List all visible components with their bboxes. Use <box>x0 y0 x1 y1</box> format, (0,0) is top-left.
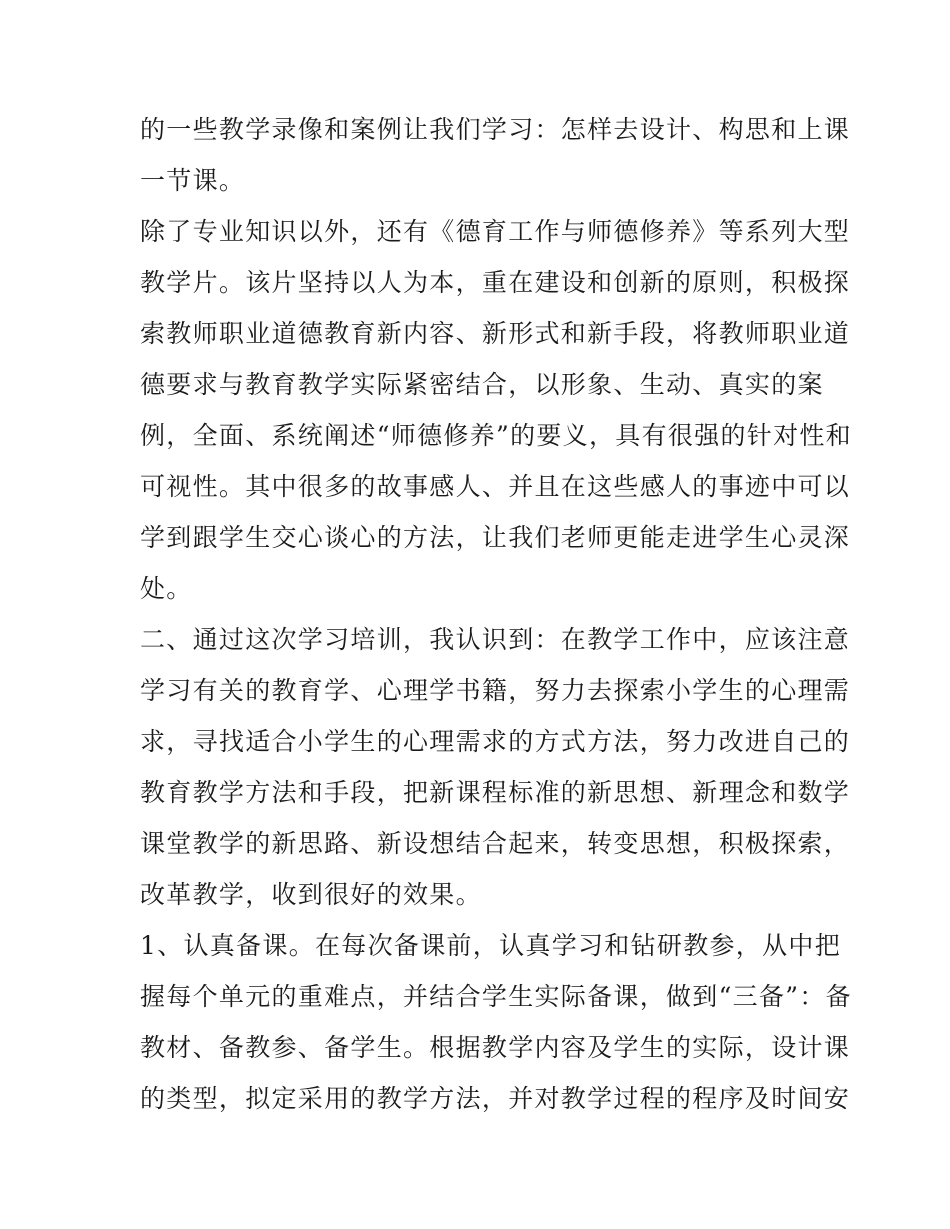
text-line: 学习有关的教育学、心理学书籍，努力去探索小学生的心理需 <box>140 676 851 705</box>
text-line: 学到跟学生交心谈心的方法，让我们老师更能走进学生心灵深 <box>140 523 851 552</box>
text-line: 可视性。其中很多的故事感人、并且在这些感人的事迹中可以 <box>140 472 851 501</box>
text-line: 例，全面、系统阐述“师德修养”的要义，具有很强的针对性和 <box>140 421 852 450</box>
text-line: 处。 <box>140 574 193 603</box>
text-line: 教育教学方法和手段，把新课程标准的新思想、新理念和数学 <box>140 778 851 807</box>
text-line: 教学片。该片坚持以人为本，重在建设和创新的原则，积极探 <box>140 268 851 297</box>
text-line: 课堂教学的新思路、新设想结合起来，转变思想，积极探索， <box>140 829 851 858</box>
text-line: 求，寻找适合小学生的心理需求的方式方法，努力改进自己的 <box>140 727 851 756</box>
text-line: 教材、备教参、备学生。根据教学内容及学生的实际，设计课 <box>140 1033 851 1062</box>
text-line: 索教师职业道德教育新内容、新形式和新手段，将教师职业道 <box>140 319 851 348</box>
text-line: 一节课。 <box>140 166 246 195</box>
text-line: 1、认真备课。在每次备课前，认真学习和钻研教参，从中把 <box>140 931 842 960</box>
text-line: 二、通过这次学习培训，我认识到：在教学工作中，应该注意 <box>140 625 851 654</box>
text-line: 的类型，拟定采用的教学方法，并对教学过程的程序及时间安 <box>140 1084 851 1113</box>
document-body <box>140 104 852 1124</box>
text-line: 握每个单元的重难点，并结合学生实际备课，做到“三备”：备 <box>140 982 852 1011</box>
text-line: 德要求与教育教学实际紧密结合，以形象、生动、真实的案 <box>140 370 824 399</box>
text-line: 的一些教学录像和案例让我们学习：怎样去设计、构思和上课 <box>140 115 851 144</box>
text-line: 除了专业知识以外，还有《德育工作与师德修养》等系列大型 <box>140 217 851 246</box>
text-line: 改革教学，收到很好的效果。 <box>140 880 482 909</box>
